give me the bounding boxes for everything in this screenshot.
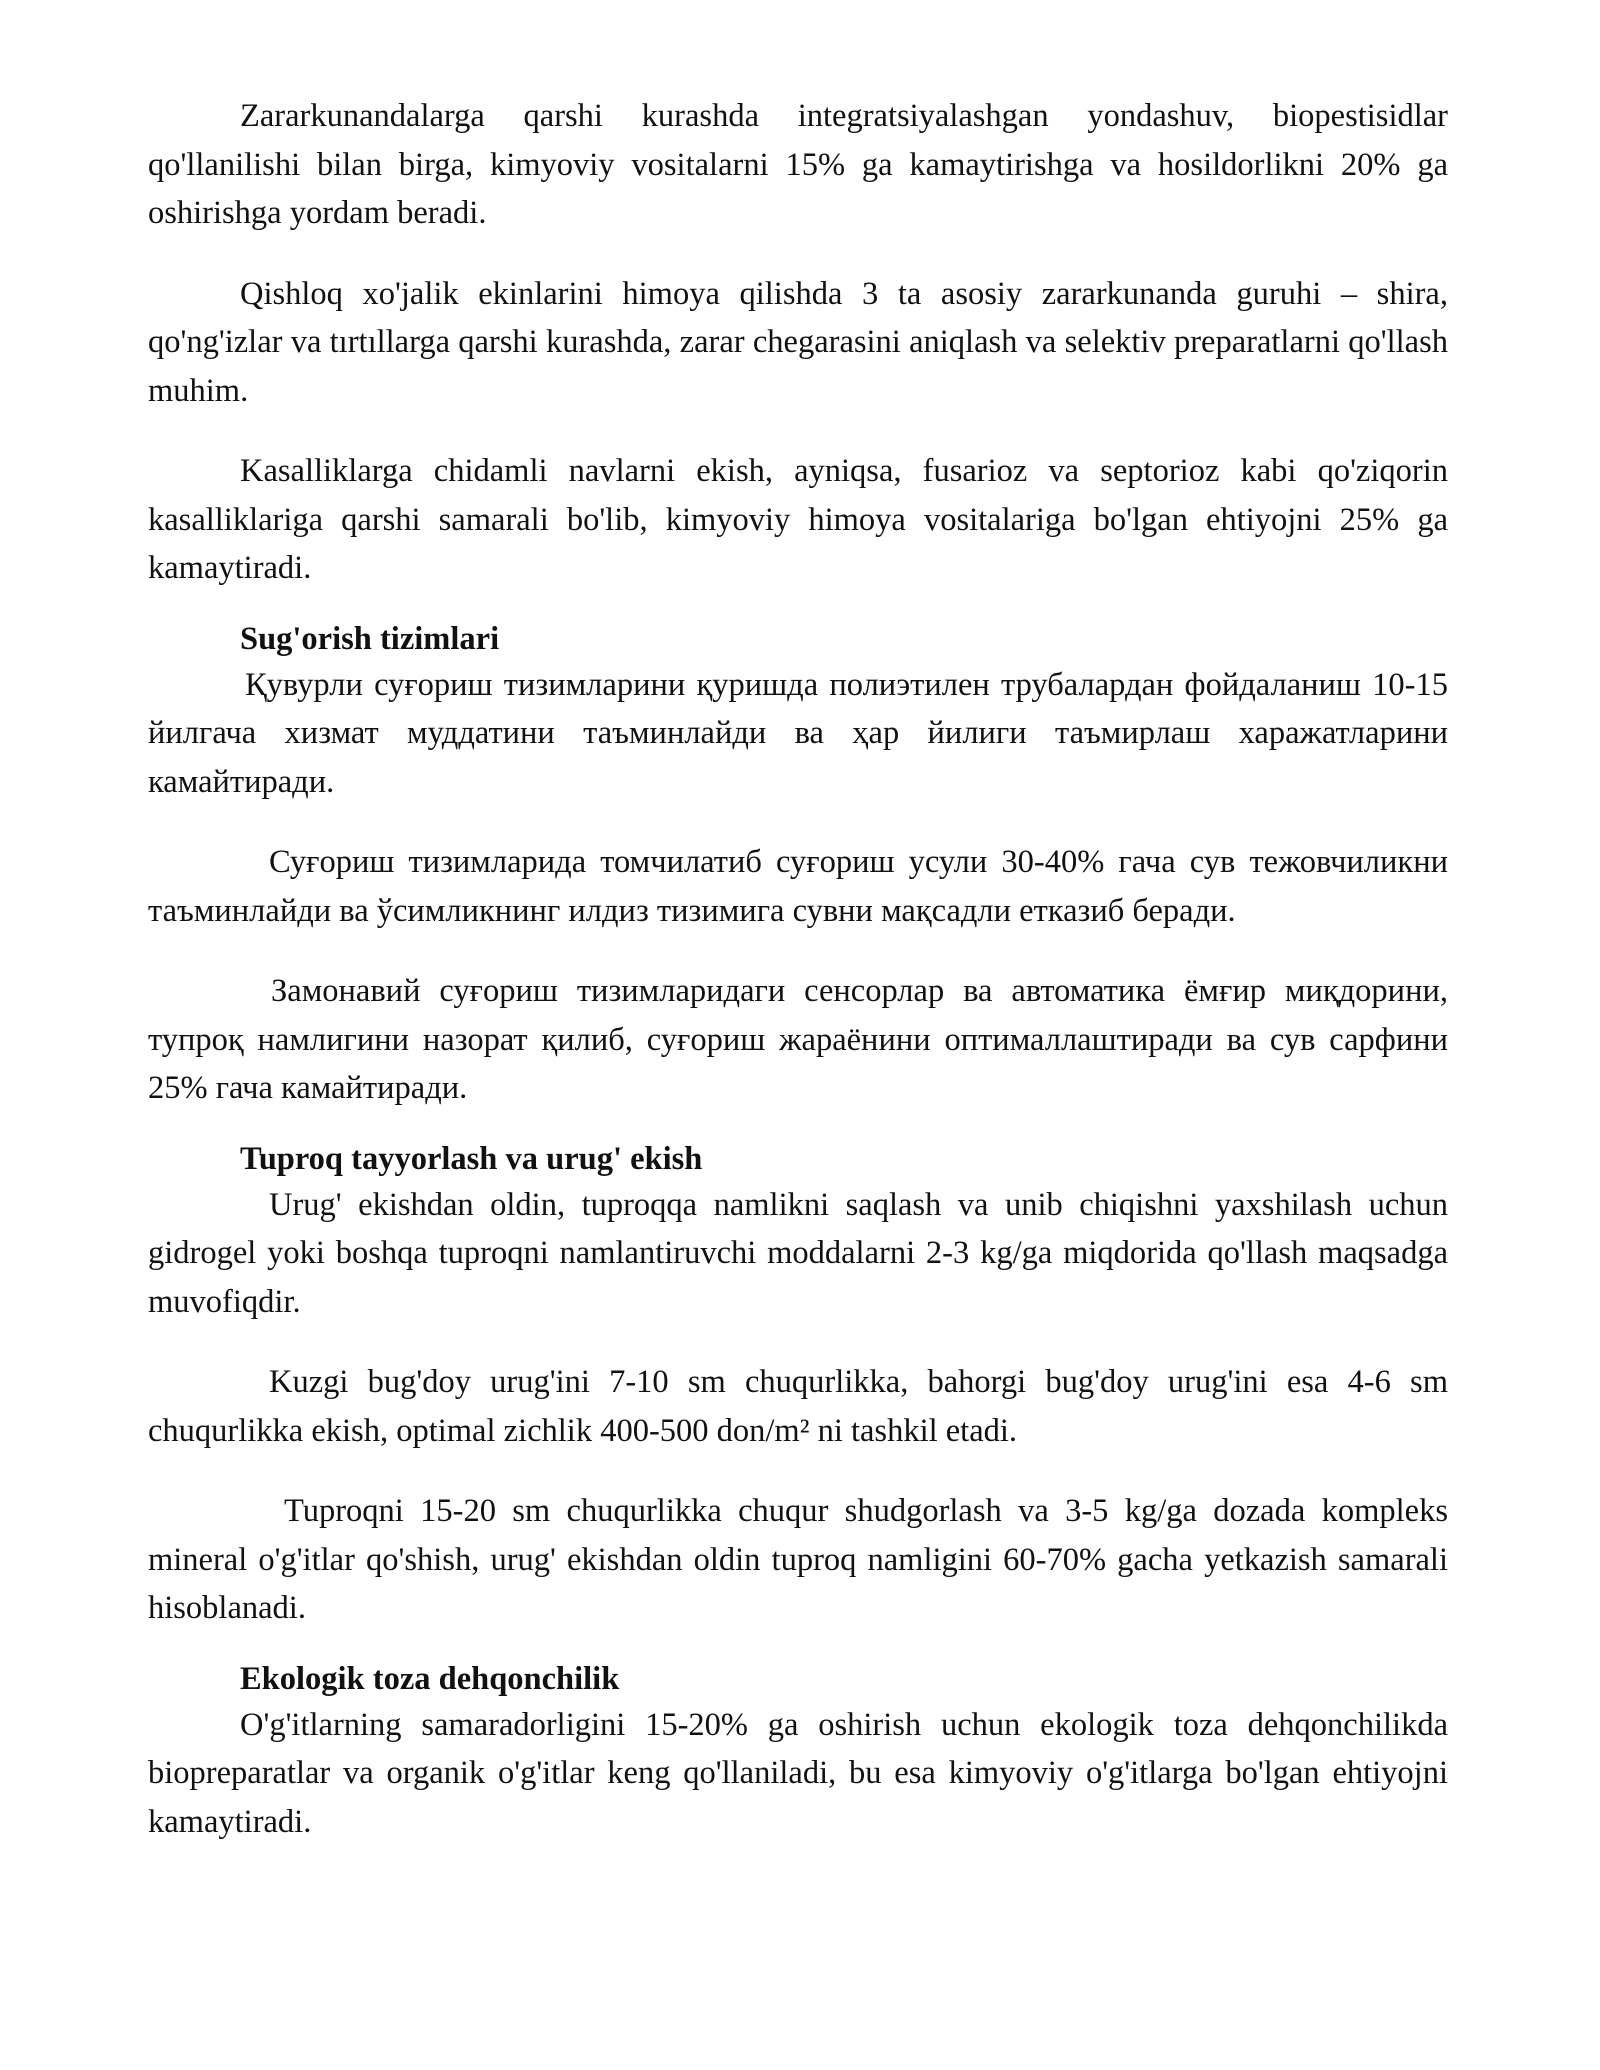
paragraph-sensor-irrigation: Замонавий суғориш тизимларидаги сенсорлар ва автоматика ёмғир миқдорини, тупроқ намлигини назорат қилиб, суғориш жараёнини оптималлаштиради ва сув сарфини 25% гача камайтиради. — [148, 973, 1448, 1106]
paragraph-pipe-irrigation: Қувурли суғориш тизимларини қуришда полиэтилен трубалардан фойдаланиш 10-15 йилгача хизмат муддатини таъминлайди ва ҳар йилиги таъмирлаш харажатларини камайтиради. — [148, 666, 1448, 800]
paragraph-hydrogel: Urug' ekishdan oldin, tuproqqa namlikni saqlash va unib chiqishni yaxshilash uchun gidrogel yoki boshqa tuproqni namlantiruvchi moddalarni 2-3 kg/ga miqdorida qo'llash maqsadga muvofiqdir. — [148, 1186, 1448, 1320]
document-page — [148, 92, 1448, 1878]
paragraph-biopreparations: O'g'itlarning samaradorligini 15-20% ga oshirish uchun ekologik toza dehqonchilikda biopreparatlar va organik o'g'itlar keng qo'llaniladi, bu esa kimyoviy o'g'itlarga bo'lgan ehtiyojni kamaytiradi. — [148, 1706, 1448, 1840]
section-irrigation-systems — [148, 617, 1448, 1113]
paragraph-pest-groups: Qishloq xo'jalik ekinlarini himoya qilishda 3 ta asosiy zararkunanda guruhi – shira, qo'ng'izlar va tırtıllarga qarshi kurashda, zarar chegarasini aniqlash va selektiv preparatlarni qo'llash muhim. — [148, 275, 1448, 409]
section-heading-irrigation: Sug'orish tizimlari — [240, 620, 500, 657]
paragraph-wheat-sowing-depth: Kuzgi bug'doy urug'ini 7-10 sm chuqurlikka, bahorgi bug'doy urug'ini esa 4-6 sm chuqurlikka ekish, optimal zichlik 400-500 don/m² ni tashkil etadi. — [148, 1364, 1448, 1449]
paragraph-integrated-pest-control: Zararkunandalarga qarshi kurashda integratsiyalashgan yondashuv, biopestisidlar qo'llanilishi bilan birga, kimyoviy vositalarni 15% ga kamaytirishga va hosildorlikni 20% ga oshirishga yordam beradi. — [148, 98, 1448, 231]
section-organic-farming — [148, 1657, 1448, 1847]
section-soil-preparation — [148, 1137, 1448, 1633]
paragraph-drip-irrigation: Суғориш тизимларида томчилатиб суғориш усули 30-40% гача сув тежовчиликни таъминлайди ва ўсимликнинг илдиз тизимига сувни мақсадли етказиб беради. — [148, 844, 1448, 929]
paragraph-resistant-varieties: Kasalliklarga chidamli navlarni ekish, ayniqsa, fusarioz va septorioz kabi qo'ziqorin kasalliklariga qarshi samarali bo'lib, kimyoviy himoya vositalariga bo'lgan ehtiyojni 25% ga kamaytiradi. — [148, 453, 1448, 586]
section-heading-organic-farming: Ekologik toza dehqonchilik — [240, 1660, 620, 1697]
paragraph-deep-plowing: Tuproqni 15-20 sm chuqurlikka chuqur shudgorlash va 3-5 kg/ga dozada kompleks mineral o'g'itlar qo'shish, urug' ekishdan oldin tuproq namligini 60-70% gacha yetkazish samarali hisoblanadi. — [148, 1493, 1448, 1626]
section-heading-soil-preparation: Tuproq tayyorlash va urug' ekish — [240, 1140, 703, 1177]
